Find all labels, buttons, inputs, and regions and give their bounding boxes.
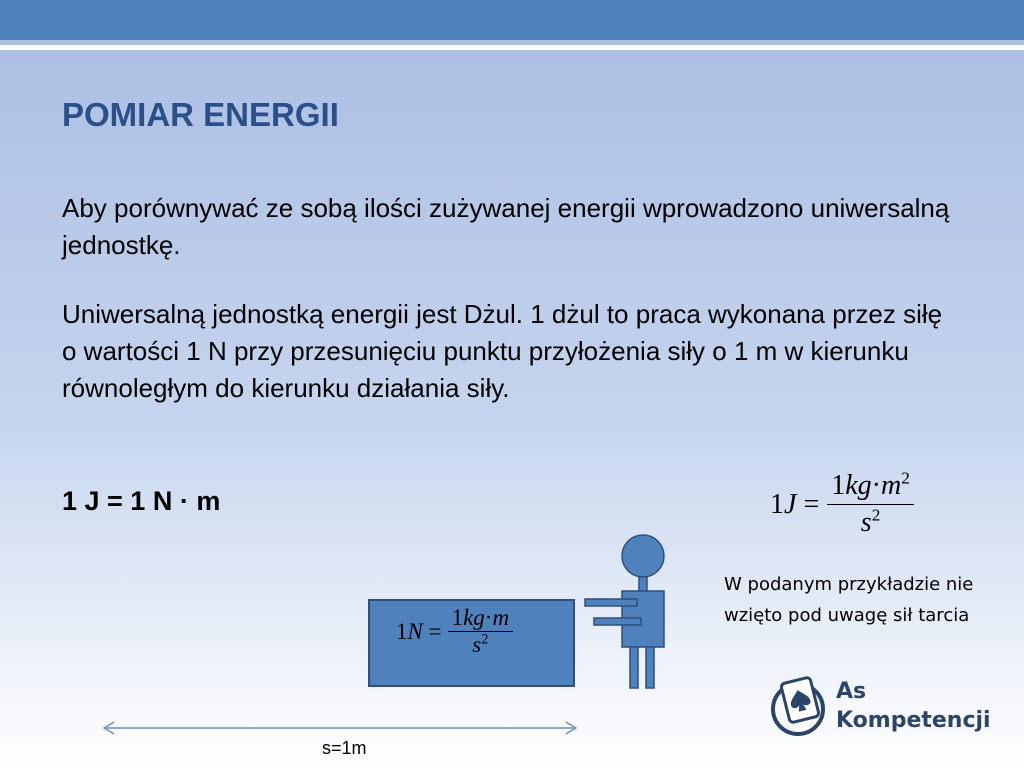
figure-leg-left xyxy=(630,647,638,688)
header-band xyxy=(0,0,1024,40)
joule-num-dot: · xyxy=(871,470,881,501)
newton-denominator xyxy=(448,631,514,658)
figure-leg-right xyxy=(646,647,654,688)
joule-lhs-unit: J xyxy=(784,488,797,520)
distance-label: s=1m xyxy=(322,738,367,758)
newton-den-exp: 2 xyxy=(481,631,489,648)
intro-paragraph: Aby porównywać ze sobą ilości zużywanej energii wprowadzono uniwersalną jednostkę. xyxy=(62,193,950,260)
joule-num-kg: kg xyxy=(845,470,872,501)
joule-num-m: m xyxy=(881,470,902,501)
joule-den-s: s xyxy=(860,507,872,538)
newton-lhs-coef: 1 xyxy=(396,618,408,644)
newton-equals: = xyxy=(428,618,442,644)
newton-lhs-unit: N xyxy=(407,618,423,644)
newton-num-m: m xyxy=(492,605,510,630)
joule-newton-formula: 1 J = 1 N · m xyxy=(62,486,221,516)
joule-fraction-formula xyxy=(770,470,914,539)
newton-fraction-formula xyxy=(396,605,513,658)
figure-arm-upper xyxy=(585,599,637,606)
logo-text xyxy=(836,677,991,735)
as-kompetencji-logo-icon xyxy=(768,672,830,742)
slide-title: POMIAR ENERGII xyxy=(62,96,339,133)
newton-lhs xyxy=(396,619,442,645)
joule-num-coef: 1 xyxy=(831,470,846,501)
joule-num-exp: 2 xyxy=(901,468,910,488)
distance-arrow xyxy=(100,718,582,738)
figure-head xyxy=(622,535,664,577)
joule-fraction xyxy=(827,470,914,539)
logo-line-as: As xyxy=(836,679,867,704)
newton-num-coef: 1 xyxy=(451,605,464,630)
figure-neck xyxy=(639,577,647,591)
joule-equals: = xyxy=(803,488,820,520)
header-divider xyxy=(0,45,1024,50)
figure-arm-lower xyxy=(594,618,641,625)
newton-numerator xyxy=(448,605,514,631)
logo-line-kompetencji: Kompetencji xyxy=(836,708,991,733)
newton-fraction xyxy=(448,605,514,658)
newton-den-s: s xyxy=(472,632,482,657)
friction-note: W podanym przykładzie nie wzięto pod uwagę sił tarcia xyxy=(724,574,974,626)
joule-denominator xyxy=(827,504,914,539)
definition-paragraph: Uniwersalną jednostką energii jest Dżul. 1 dżul to praca wykonana przez siłę o wartości 1 N przy przesunięciu punktu przyłożenia siły o 1 m w kierunku równoległym do kierunku działania siły. xyxy=(62,299,943,403)
joule-lhs-coef: 1 xyxy=(770,488,784,520)
joule-lhs xyxy=(770,489,819,521)
joule-numerator xyxy=(827,470,914,504)
newton-num-kg: kg xyxy=(463,605,485,630)
pushing-figure-illustration xyxy=(580,530,680,692)
newton-num-dot: · xyxy=(484,605,493,630)
joule-den-exp: 2 xyxy=(871,505,881,525)
